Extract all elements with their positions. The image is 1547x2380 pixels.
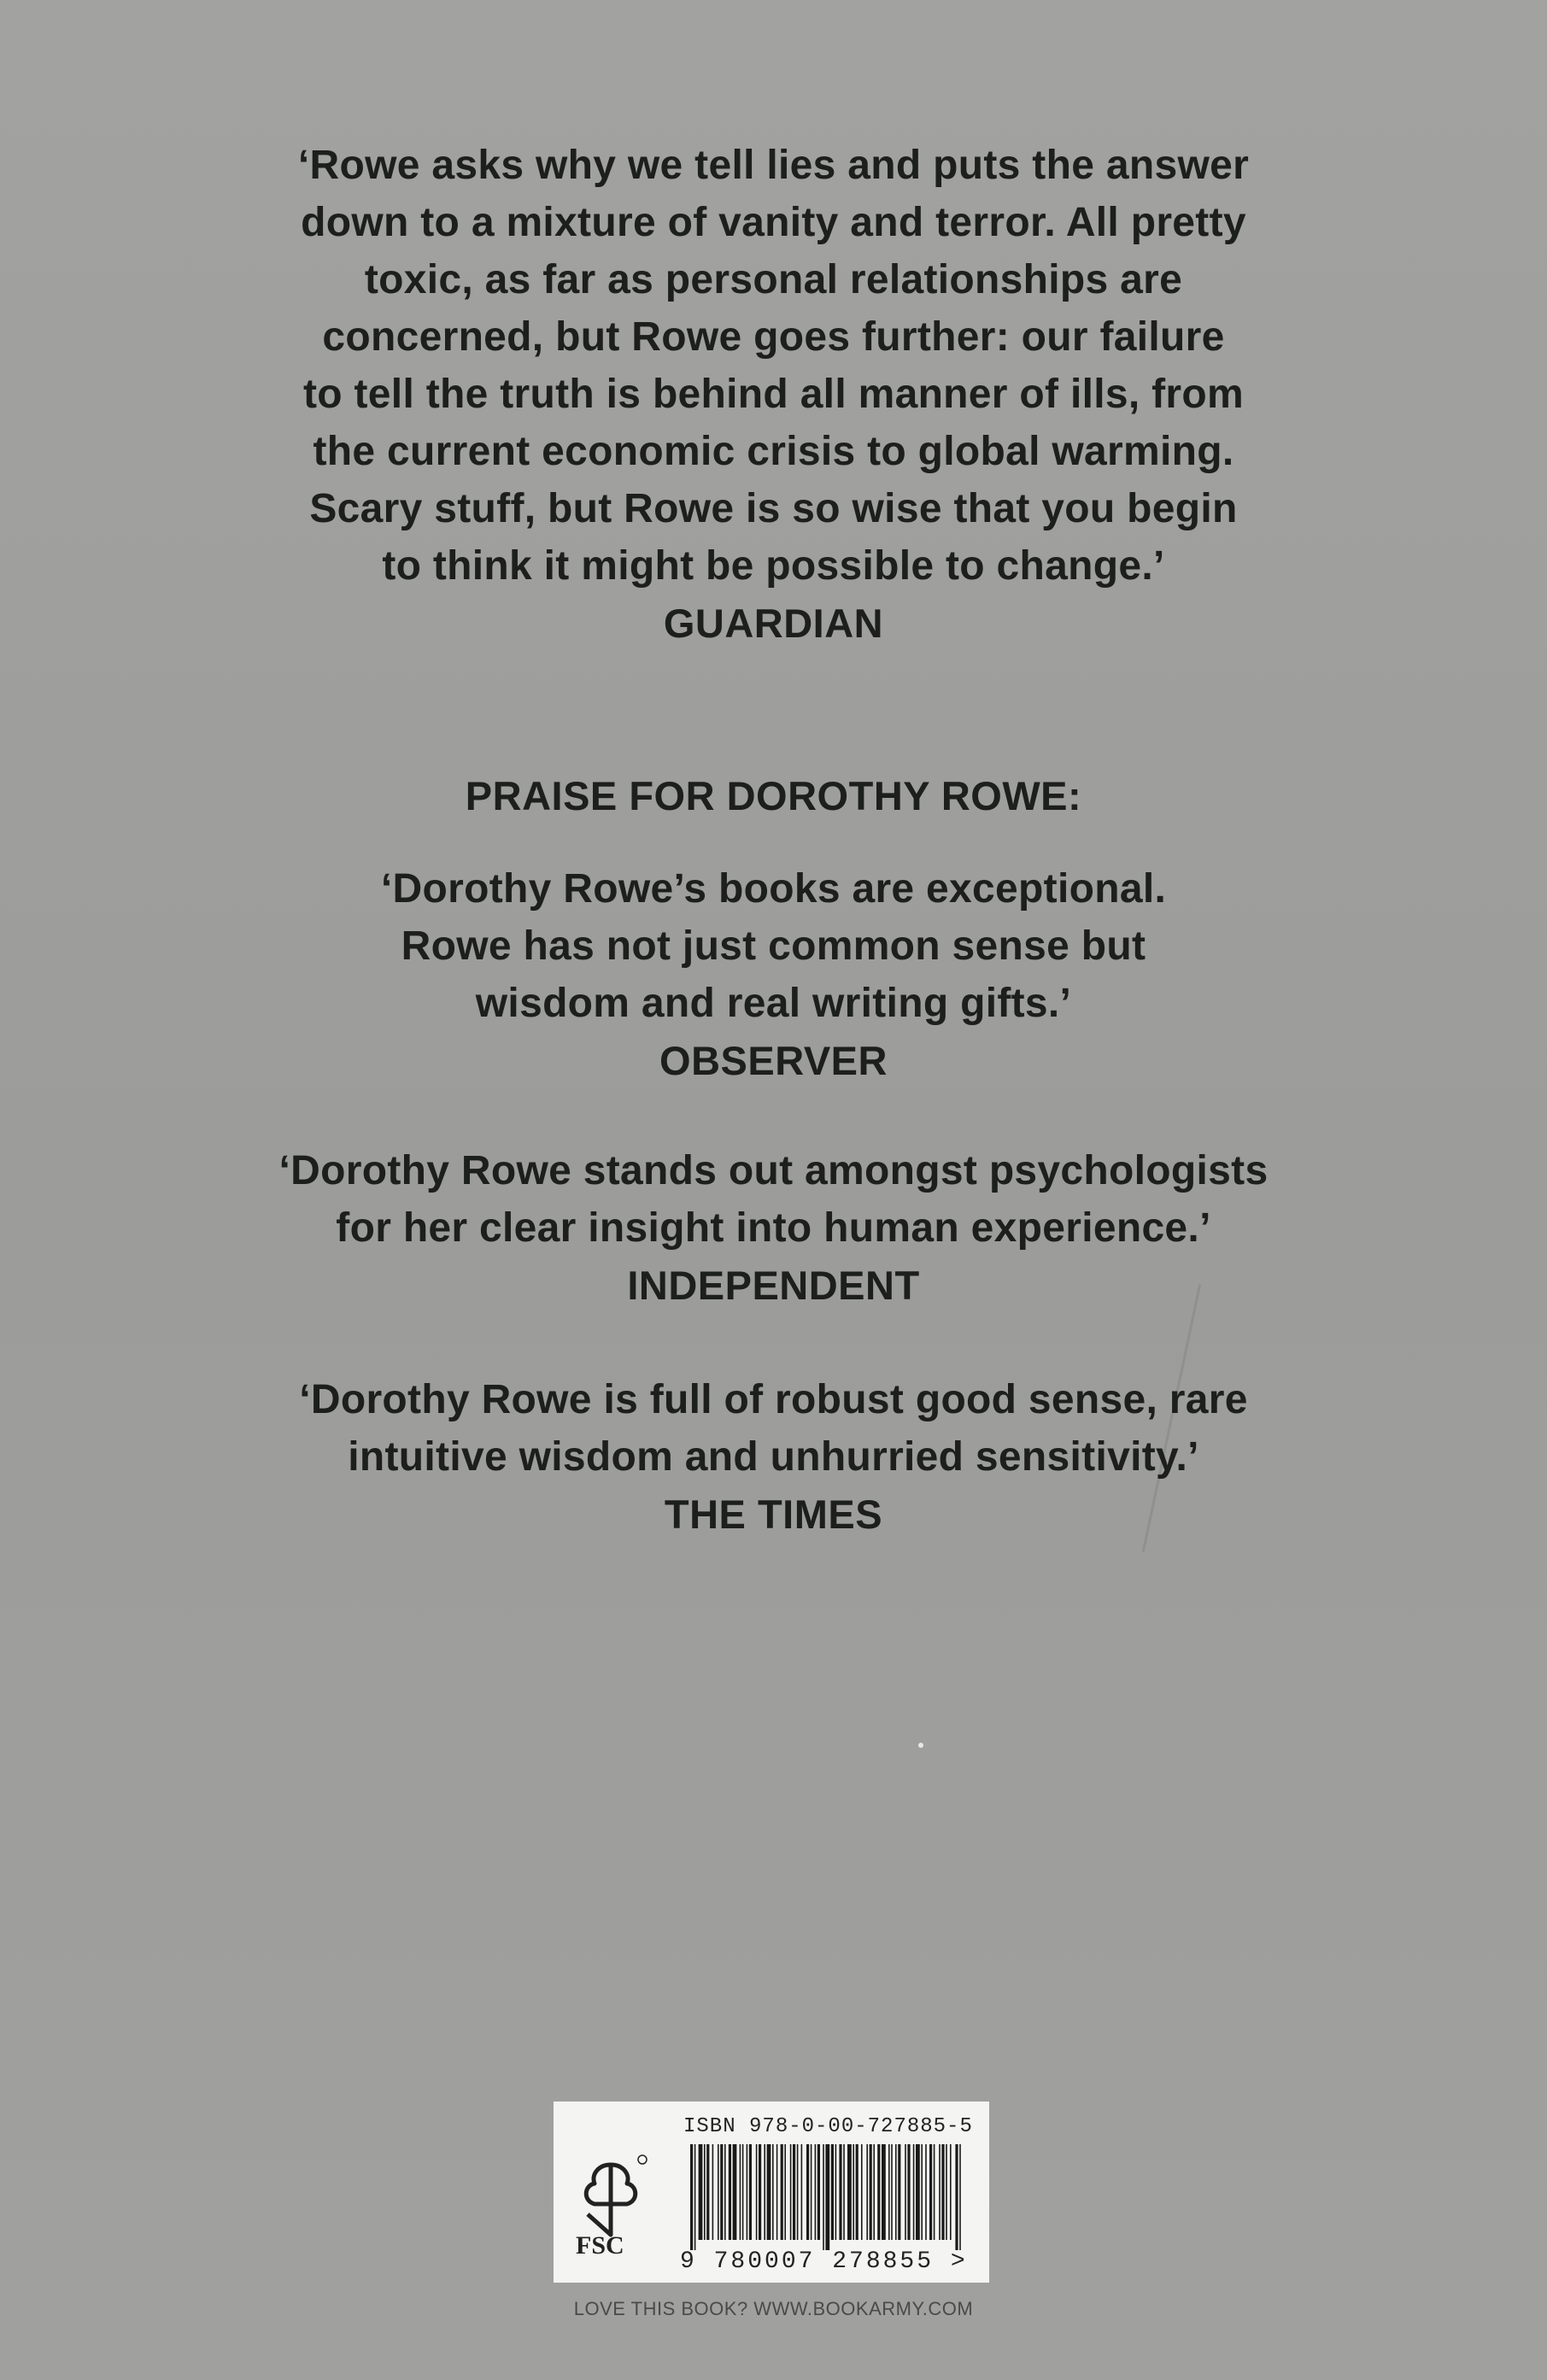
times-quote bbox=[0, 1371, 1547, 1543]
guardian-quote bbox=[0, 137, 1547, 652]
barcode-digits: 9 780007 278855 > bbox=[680, 2248, 968, 2275]
quote-line: the current economic crisis to global warming. bbox=[313, 429, 1234, 474]
barcode-panel bbox=[554, 2102, 989, 2283]
quote-line: ‘Dorothy Rowe is full of robust good sense, rare bbox=[299, 1377, 1248, 1422]
bookarmy-footer: LOVE THIS BOOK? WWW.BOOKARMY.COM bbox=[573, 2298, 974, 2319]
isbn-number: ISBN 978-0-00-727885-5 bbox=[683, 2115, 973, 2138]
quote-source: OBSERVER bbox=[659, 1038, 888, 1083]
quote-line: concerned, but Rowe goes further: our failure bbox=[322, 314, 1225, 360]
observer-quote bbox=[0, 860, 1547, 1089]
quote-line: Rowe has not just common sense but bbox=[401, 923, 1146, 969]
quote-line: Scary stuff, but Rowe is so wise that you begin bbox=[309, 486, 1238, 531]
scuff-mark bbox=[918, 1743, 923, 1748]
quote-source: GUARDIAN bbox=[663, 601, 884, 646]
quote-line: wisdom and real writing gifts.’ bbox=[475, 981, 1072, 1026]
quote-line: for her clear insight into human experience.’ bbox=[336, 1205, 1211, 1251]
quote-line: to think it might be possible to change.’ bbox=[382, 543, 1165, 589]
quote-source: THE TIMES bbox=[664, 1492, 883, 1537]
quote-line: ‘Dorothy Rowe stands out amongst psychologists bbox=[278, 1148, 1269, 1193]
independent-quote bbox=[0, 1142, 1547, 1314]
barcode-icon bbox=[690, 2144, 964, 2250]
fsc-label: FSC bbox=[576, 2231, 624, 2260]
praise-heading bbox=[0, 767, 1547, 824]
quote-source: INDEPENDENT bbox=[627, 1263, 920, 1308]
praise-heading-text: PRAISE FOR DOROTHY ROWE: bbox=[465, 773, 1082, 818]
quote-line: to tell the truth is behind all manner of ills, from bbox=[302, 372, 1244, 417]
quote-line: intuitive wisdom and unhurried sensitivity.’ bbox=[348, 1434, 1199, 1480]
quote-line: down to a mixture of vanity and terror. All pretty bbox=[301, 200, 1246, 245]
quote-line: toxic, as far as personal relationships are bbox=[364, 257, 1183, 302]
quote-line: ‘Rowe asks why we tell lies and puts the answer bbox=[297, 143, 1250, 188]
quote-line: ‘Dorothy Rowe’s books are exceptional. bbox=[380, 866, 1167, 912]
